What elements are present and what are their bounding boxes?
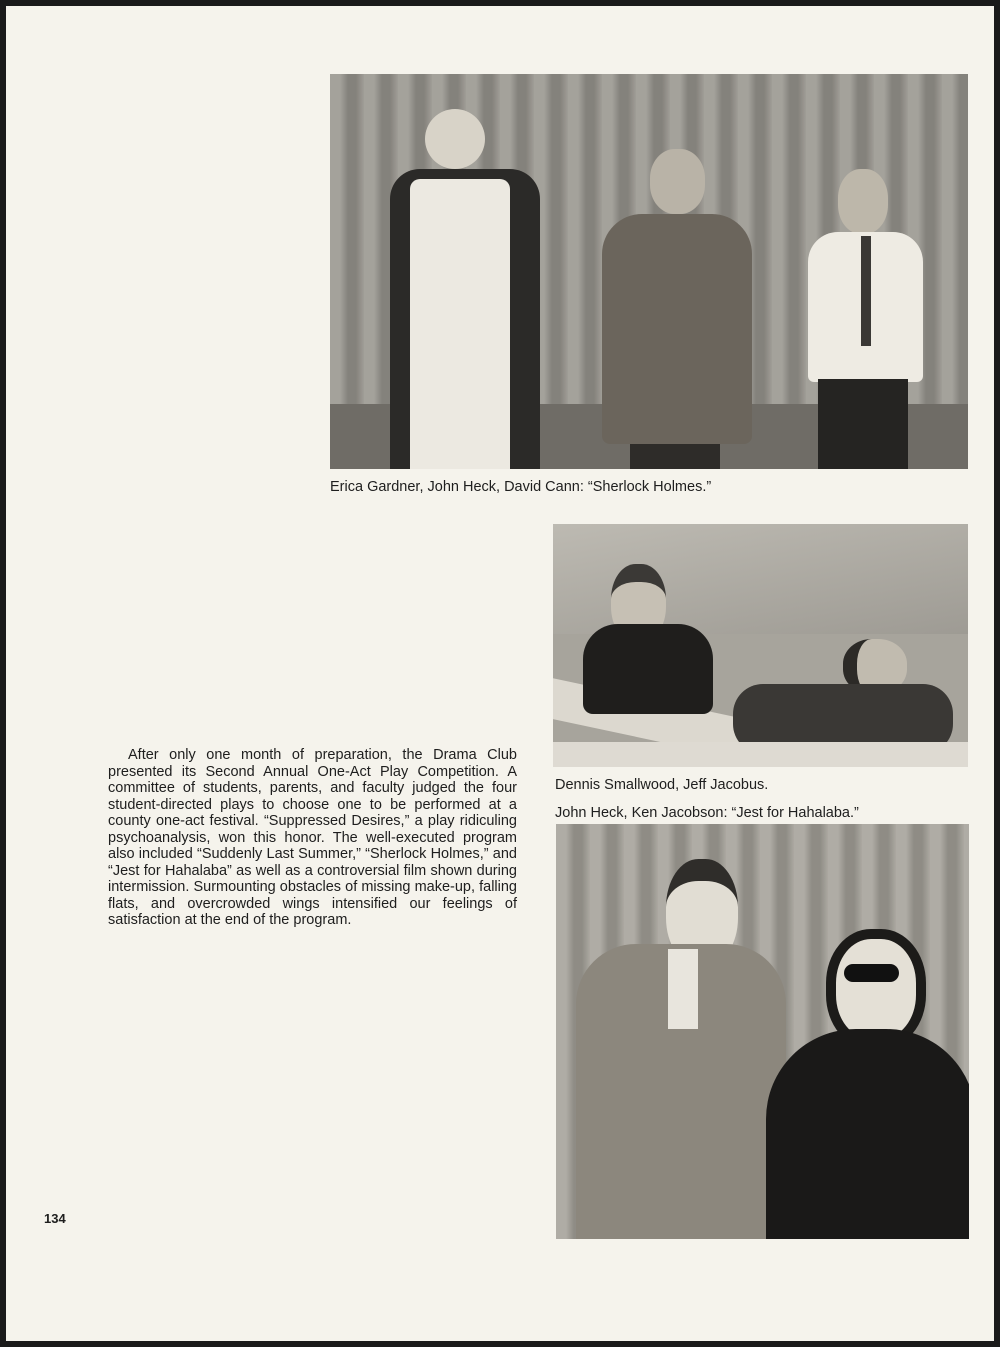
photo-sherlock-holmes (330, 74, 968, 469)
yearbook-page (6, 6, 994, 1341)
figure-man-jacket-legs (630, 444, 720, 469)
figure-man-shirt-head (838, 169, 888, 234)
photo-balcony (553, 524, 968, 767)
page-number: 134 (44, 1211, 66, 1226)
figure-boy-body (583, 624, 713, 714)
caption-sherlock-holmes: Erica Gardner, John Heck, David Cann: “Sherlock Holmes.” (330, 479, 712, 495)
figure-man-jacket-head (650, 149, 705, 214)
figure-man-jacket (602, 214, 752, 444)
caption-jest-for-hahalaba: John Heck, Ken Jacobson: “Jest for Hahalaba.” (555, 805, 859, 821)
article-body: After only one month of preparation, the Drama Club presented its Second Annual One-Act Play Competition. A committee of students, parents, and faculty judged the four student-directed plays to choose one to be performed at a county one-act festival. “Suppressed Desires,” a play ridiculing psychoanalysis, won this honor. The well-executed program also included “Suddenly Last Summer,” “Sherlock Holmes,” and “Jest for Hahalaba” as well as a controversial film shown during intermission. Surmounting obstacles of missing make-up, falling flats, and overcrowded wings intensified our feelings of satisfaction at the end of the program. (108, 747, 517, 928)
caption-balcony: Dennis Smallwood, Jeff Jacobus. (555, 777, 769, 793)
figure-man-shirt-tie (861, 236, 871, 346)
figure-maid-apron (410, 179, 510, 469)
figure-maid (425, 109, 485, 169)
photo-jest-for-hahalaba (556, 824, 969, 1239)
figure-cloak (766, 1029, 969, 1239)
figure-man-suit-shirt (668, 949, 698, 1029)
figure-man-shirt-pants (818, 379, 908, 469)
floor-rail (553, 742, 968, 767)
figure-cloaked-eyes (844, 964, 899, 982)
